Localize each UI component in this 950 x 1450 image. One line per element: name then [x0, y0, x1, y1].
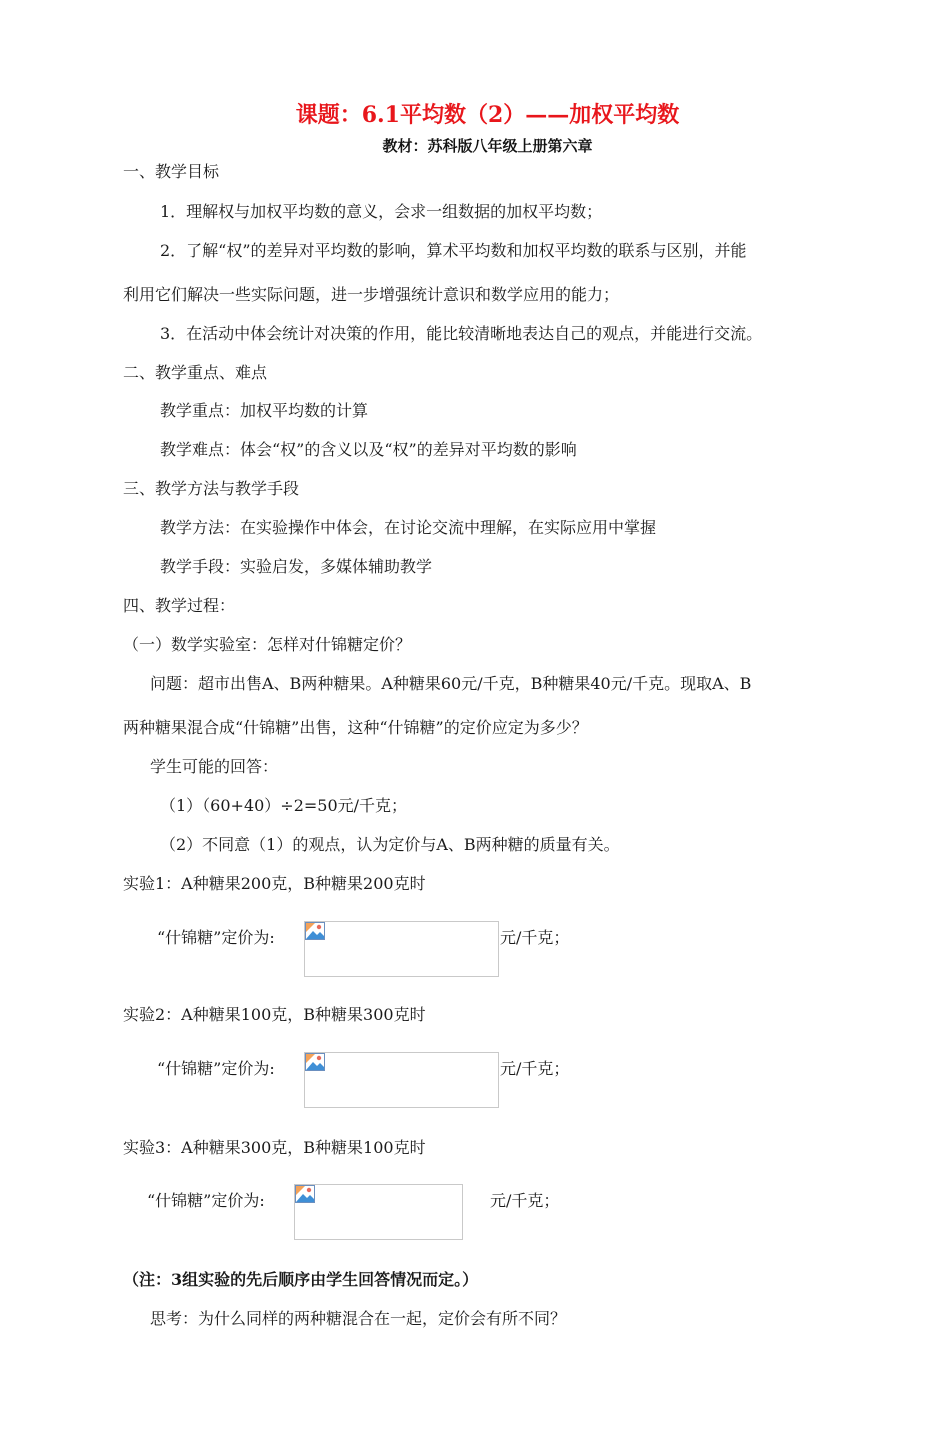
- broken-image-icon: [305, 1053, 325, 1071]
- experiment-3-unit: 元/千克；: [490, 1191, 560, 1210]
- page-title: 课题：6.1平均数（2）——加权平均数: [295, 102, 680, 128]
- problem-line-2: 两种糖果混合成“什锦糖”出售，这种“什锦糖”的定价应定为多少？: [123, 718, 588, 737]
- experiment-2-unit: 元/千克；: [500, 1059, 570, 1078]
- section-heading-objectives: 一、教学目标: [123, 162, 220, 181]
- experiment-2-formula-image: [304, 1052, 499, 1108]
- answer-1: （1）（60+40）÷2=50元/千克；: [160, 796, 408, 815]
- objective-item-3: 3．在活动中体会统计对决策的作用，能比较清晰地表达自己的观点，并能进行交流。: [160, 324, 763, 343]
- section-heading-methods: 三、教学方法与教学手段: [123, 479, 300, 498]
- part1-heading: （一）数学实验室：怎样对什锦糖定价？: [123, 635, 412, 654]
- experiment-1-unit: 元/千克；: [500, 928, 570, 947]
- answer-2: （2）不同意（1）的观点，认为定价与A、B两种糖的质量有关。: [160, 835, 620, 854]
- section-heading-process: 四、教学过程：: [123, 596, 236, 615]
- experiment-1-condition: 实验1：A种糖果200克，B种糖果200克时: [123, 874, 426, 893]
- broken-image-icon: [295, 1185, 315, 1203]
- thinking-question: 思考：为什么同样的两种糖混合在一起，定价会有所不同？: [150, 1309, 567, 1328]
- experiment-note: （注：3组实验的先后顺序由学生回答情况而定。）: [123, 1270, 479, 1289]
- experiment-2-price-label: “什锦糖”定价为:: [157, 1059, 275, 1078]
- experiment-2-condition: 实验2：A种糖果100克，B种糖果300克时: [123, 1005, 426, 1024]
- objective-item-2-line2: 利用它们解决一些实际问题，进一步增强统计意识和数学应用的能力；: [123, 285, 620, 304]
- objective-item-2-line1: 2．了解“权”的差异对平均数的影响，算术平均数和加权平均数的联系与区别，并能: [160, 241, 747, 260]
- section-heading-key-points: 二、教学重点、难点: [123, 363, 268, 382]
- objective-item-1: 1．理解权与加权平均数的意义，会求一组数据的加权平均数；: [160, 202, 603, 221]
- teaching-means-text: 教学手段：实验启发，多媒体辅助教学: [160, 557, 433, 576]
- experiment-3-price-label: “什锦糖”定价为:: [147, 1191, 265, 1210]
- experiment-3-condition: 实验3：A种糖果300克，B种糖果100克时: [123, 1138, 426, 1157]
- experiment-3-formula-image: [294, 1184, 463, 1240]
- problem-line-1: 问题：超市出售A、B两种糖果。A种糖果60元/千克，B种糖果40元/千克。现取A、B: [150, 674, 752, 693]
- page-subtitle: 教材：苏科版八年级上册第六章: [382, 137, 593, 155]
- experiment-1-formula-image: [304, 921, 499, 977]
- key-point-text: 教学重点：加权平均数的计算: [160, 401, 369, 420]
- broken-image-icon: [305, 922, 325, 940]
- difficulty-text: 教学难点：体会“权”的含义以及“权”的差异对平均数的影响: [160, 440, 577, 459]
- experiment-1-price-label: “什锦糖”定价为:: [157, 928, 275, 947]
- answers-intro: 学生可能的回答：: [150, 757, 279, 776]
- teaching-method-text: 教学方法：在实验操作中体会，在讨论交流中理解，在实际应用中掌握: [160, 518, 657, 537]
